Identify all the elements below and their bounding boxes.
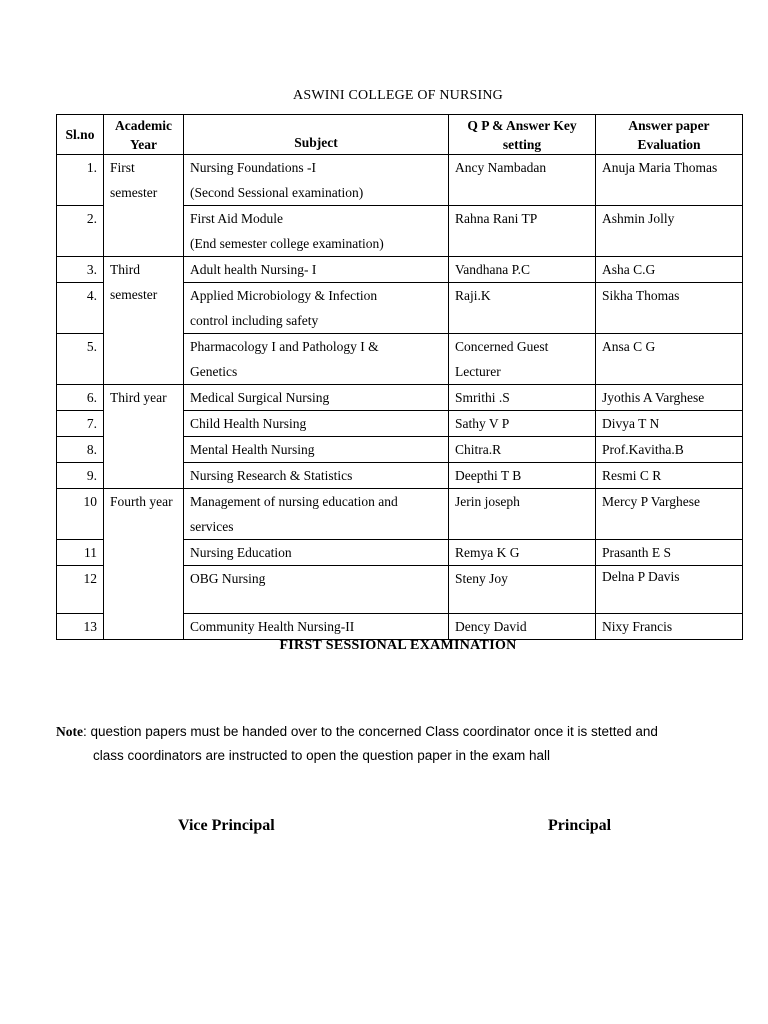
evaluation-cell: Resmi C R [596,463,743,489]
subject-note: (Second Sessional examination) [190,185,364,200]
subject-cell: OBG Nursing [184,566,449,614]
academic-year-cell: Fourth year [104,489,184,640]
subject-note: control including safety [190,313,319,328]
subject-cell: Child Health Nursing [184,411,449,437]
row-slno: 9. [57,463,104,489]
evaluation-cell: Divya T N [596,411,743,437]
qp-cell: Dency David [449,614,596,640]
table-row [57,385,743,411]
subject-cell: Medical Surgical Nursing [184,385,449,411]
header-subject: Subject [184,115,449,155]
subject-line: First Aid Module [190,211,284,226]
row-slno: 10 [57,489,104,540]
evaluation-cell: Prof.Kavitha.B [596,437,743,463]
evaluation-cell: Prasanth E S [596,540,743,566]
qp-cell: Raji.K [449,283,596,334]
qp-cell: Concerned Guest Lecturer [449,334,596,385]
academic-year-cell: Third semester [104,257,184,385]
evaluation-cell: Mercy P Varghese [596,489,743,540]
qp-cell: Ancy Nambadan [449,155,596,206]
evaluation-cell: Sikha Thomas [596,283,743,334]
academic-year-cell: First semester [104,155,184,257]
subject-cell: Mental Health Nursing [184,437,449,463]
exam-title: FIRST SESSIONAL EXAMINATION [279,638,517,653]
subject-cell [184,206,449,257]
qp-cell: Rahna Rani TP [449,206,596,257]
header-qp-setting: Q P & Answer Key setting [449,115,596,155]
vice-principal-signature: Vice Principal [178,817,275,834]
qp-cell: Vandhana P.C [449,257,596,283]
table-row [57,155,743,206]
row-slno: 6. [57,385,104,411]
header-slno: Sl.no [57,115,104,155]
note [56,720,736,768]
row-slno: 5. [57,334,104,385]
evaluation-cell: Nixy Francis [596,614,743,640]
row-slno: 13 [57,614,104,640]
evaluation-cell: Ansa C G [596,334,743,385]
row-slno: 8. [57,437,104,463]
qp-cell: Smrithi .S [449,385,596,411]
note-line-1: : question papers must be handed over to the concerned Class coordinator once it is stetted and [83,724,658,739]
table-row [57,489,743,540]
subject-cell: Community Health Nursing-II [184,614,449,640]
page-title: ASWINI COLLEGE OF NURSING [293,88,503,103]
subject-line: Pharmacology I and Pathology I & [190,339,379,354]
row-slno: 1. [57,155,104,206]
subject-cell [184,283,449,334]
header-academic-year: Academic Year [104,115,184,155]
row-slno: 11 [57,540,104,566]
subject-line: Nursing Foundations -I [190,160,316,175]
evaluation-cell: Ashmin Jolly [596,206,743,257]
subject-line: Management of nursing education and [190,494,398,509]
academic-year-cell: Third year [104,385,184,489]
evaluation-cell: Jyothis A Varghese [596,385,743,411]
subject-cell [184,489,449,540]
subject-note: Genetics [190,364,238,379]
subject-cell [184,155,449,206]
subject-note: services [190,519,234,534]
row-slno: 12 [57,566,104,614]
subject-cell: Nursing Education [184,540,449,566]
principal-signature: Principal [548,817,612,834]
row-slno: 4. [57,283,104,334]
table-row [57,257,743,283]
qp-cell: Deepthi T B [449,463,596,489]
note-label: Note [56,724,83,739]
subject-cell: Nursing Research & Statistics [184,463,449,489]
row-slno: 3. [57,257,104,283]
qp-cell: Chitra.R [449,437,596,463]
row-slno: 7. [57,411,104,437]
evaluation-cell: Asha C.G [596,257,743,283]
row-slno: 2. [57,206,104,257]
qp-cell: Jerin joseph [449,489,596,540]
subject-cell [184,334,449,385]
header-evaluation: Answer paper Evaluation [596,115,743,155]
qp-cell: Remya K G [449,540,596,566]
evaluation-cell: Anuja Maria Thomas [596,155,743,206]
table-header-row [57,115,743,155]
duty-table [56,114,743,640]
subject-cell: Adult health Nursing- I [184,257,449,283]
subject-line: Applied Microbiology & Infection [190,288,378,303]
evaluation-cell: Delna P Davis [596,566,743,614]
qp-cell: Sathy V P [449,411,596,437]
qp-cell: Steny Joy [449,566,596,614]
note-line-2: class coordinators are instructed to open the question paper in the exam hall [93,748,551,763]
subject-note: (End semester college examination) [190,236,384,251]
